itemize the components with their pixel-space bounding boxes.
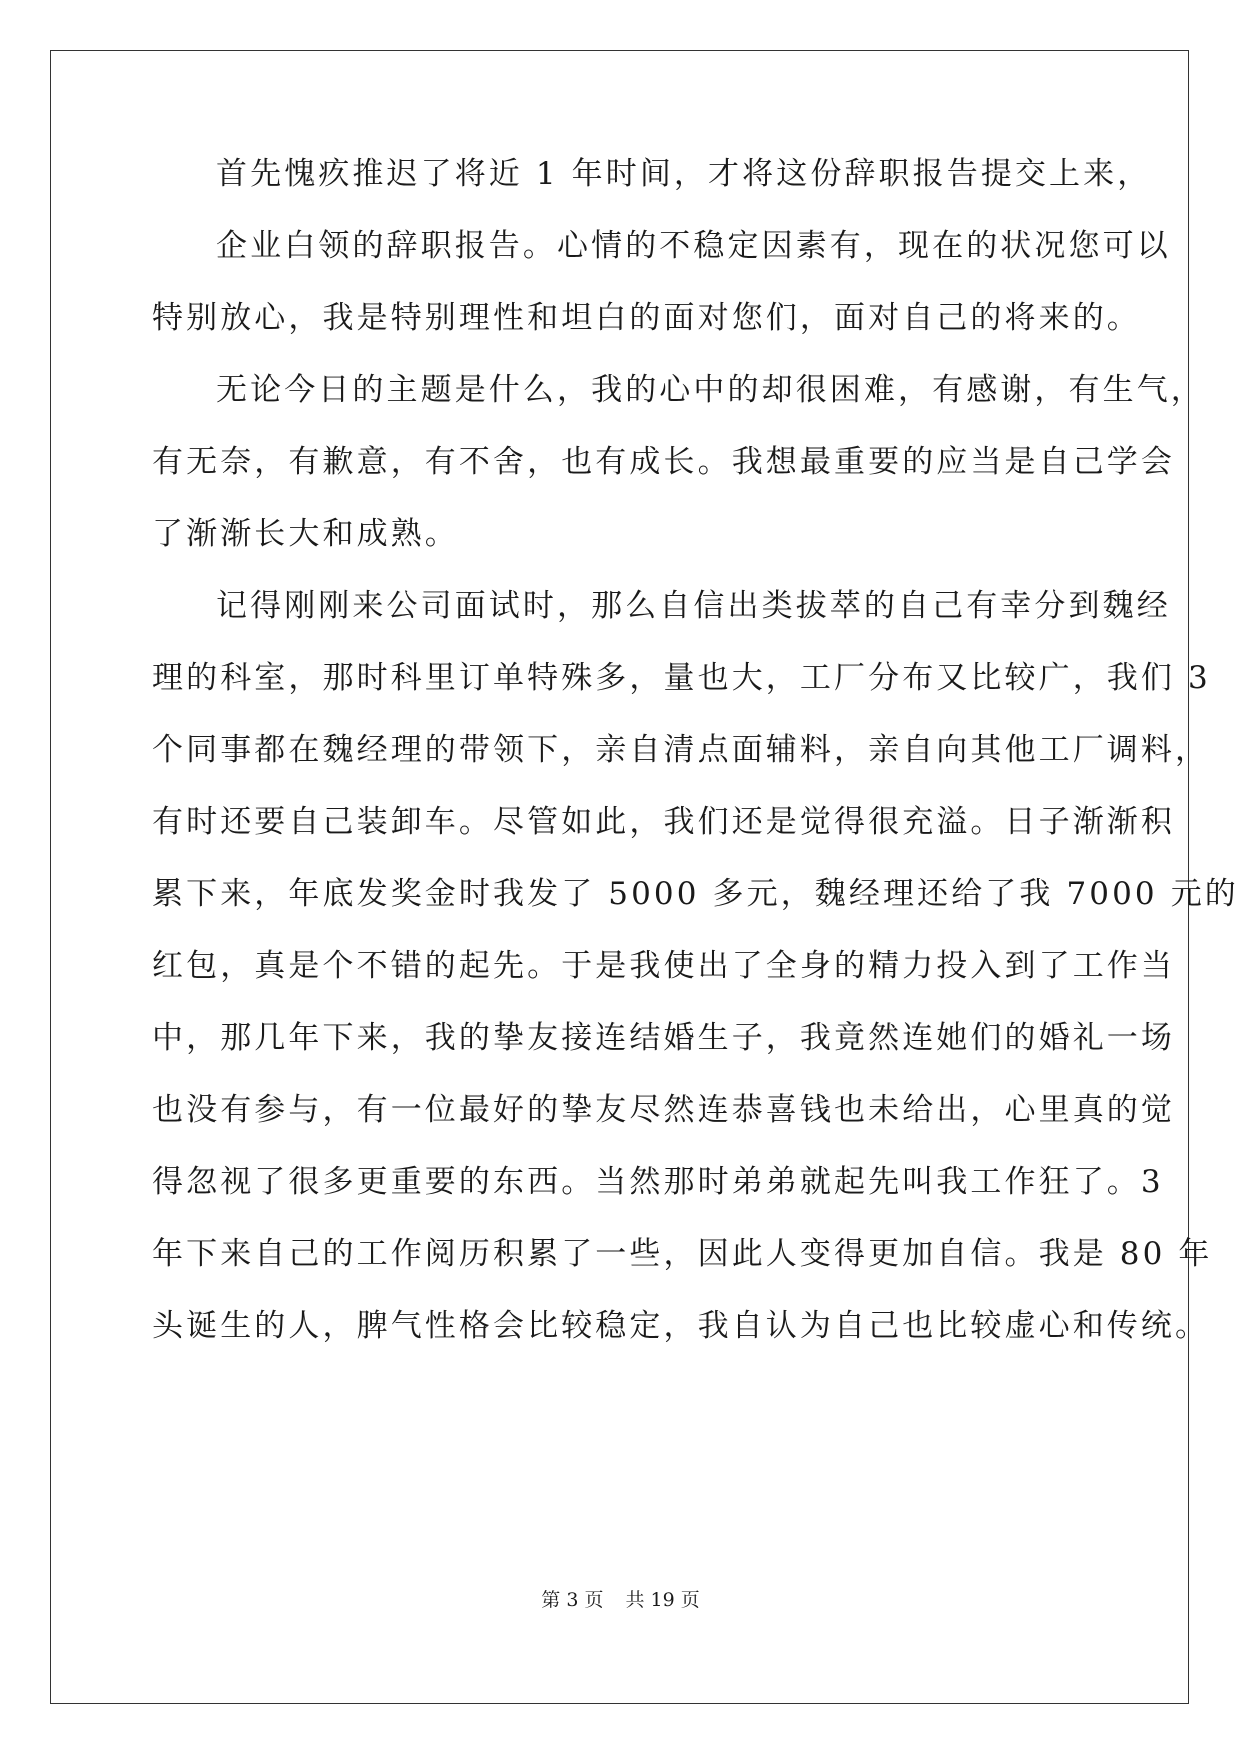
paragraph-4-line-6: 红包，真是个不错的起先。于是我使出了全身的精力投入到了工作当 [152,948,1175,984]
page-total: 共 19 页 [625,1589,700,1611]
paragraph-1-line-1: 首先愧疚推迟了将近 1 年时间，才将这份辞职报告提交上来， [216,156,1152,192]
paragraph-4-line-2: 理的科室，那时科里订单特殊多，量也大，工厂分布又比较广，我们 3 [152,660,1211,696]
paragraph-4-line-10: 年下来自己的工作阅历积累了一些，因此人变得更加自信。我是 80 年 [152,1236,1213,1272]
paragraph-2-line-2: 特别放心，我是特别理性和坦白的面对您们，面对自己的将来的。 [152,300,1141,336]
paragraph-4-line-7: 中，那几年下来，我的挚友接连结婚生子，我竟然连她们的婚礼一场 [152,1020,1175,1056]
paragraph-4-line-5: 累下来，年底发奖金时我发了 5000 多元，魏经理还给了我 7000 元的 [152,876,1239,912]
paragraph-4-line-9: 得忽视了很多更重要的东西。当然那时弟弟就起先叫我工作狂了。3 [152,1164,1164,1200]
paragraph-4-line-8: 也没有参与，有一位最好的挚友尽然连恭喜钱也未给出，心里真的觉 [152,1092,1175,1128]
paragraph-4-line-11: 头诞生的人，脾气性格会比较稳定，我自认为自己也比较虚心和传统。 [152,1308,1210,1344]
page-number: 第 3 页 [541,1589,604,1611]
paragraph-3-line-3: 了渐渐长大和成熟。 [152,516,459,552]
paragraph-3-line-1: 无论今日的主题是什么，我的心中的却很困难，有感谢，有生气， [216,372,1205,408]
paragraph-2-line-1: 企业白领的辞职报告。心情的不稳定因素有，现在的状况您可以 [216,228,1171,264]
paragraph-4-line-1: 记得刚刚来公司面试时，那么自信出类拔萃的自己有幸分到魏经 [216,588,1171,624]
paragraph-3-line-2: 有无奈，有歉意，有不舍，也有成长。我想最重要的应当是自己学会 [152,444,1175,480]
paragraph-4-line-4: 有时还要自己装卸车。尽管如此，我们还是觉得很充溢。日子渐渐积 [152,804,1175,840]
paragraph-4-line-3: 个同事都在魏经理的带领下，亲自清点面辅料，亲自向其他工厂调料， [152,732,1210,768]
page-footer [0,1588,1241,1612]
